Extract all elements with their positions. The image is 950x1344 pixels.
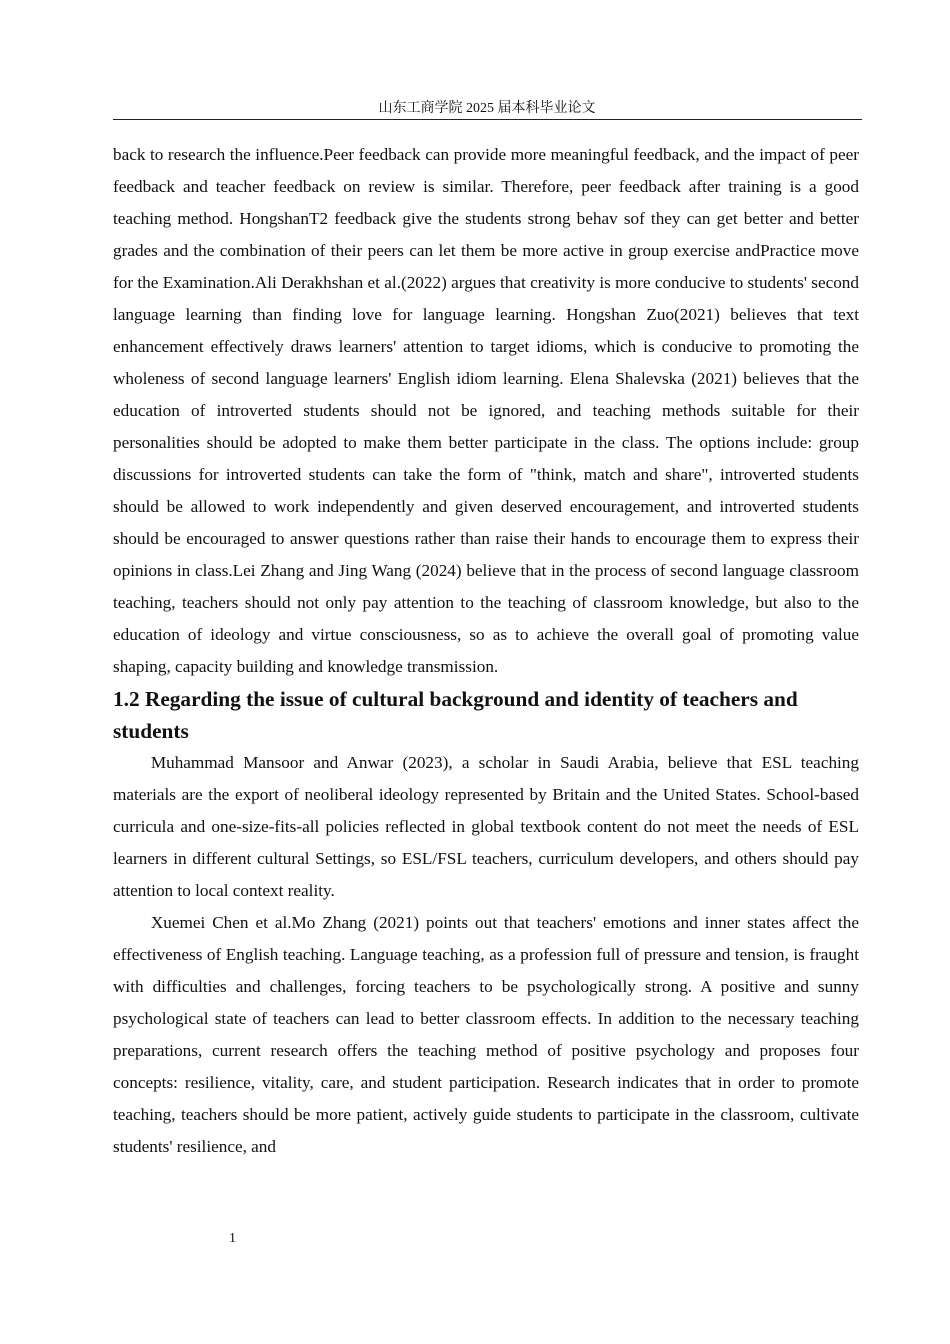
page-number: 1 [229,1231,236,1246]
body-text [113,139,859,1163]
section-heading: 1.2 Regarding the issue of cultural background and identity of teachers and students [113,687,798,743]
header-divider [113,119,862,120]
paragraph-literature-review: back to research the influence.Peer feedback can provide more meaningful feedback, and the impact of peer feedback and teacher feedback on review is similar. Therefore, peer feedback after training is a good teaching method. HongshanT2 feedback give the students strong behav sof they can get better and better grades and the combination of their peers can let them be more active in group exercise andPractice move for the Examination.Ali Derakhshan et al.(2022) argues that creativity is more conducive to students' second language learning than finding love for language learning. Hongshan Zuo(2021) believes that text enhancement effectively draws learners' attention to target idioms, which is conducive to promoting the wholeness of second language learners' English idiom learning. Elena Shalevska (2021) believes that the education of introverted students should not be ignored, and teaching methods suitable for their personalities should be adopted to make them better participate in the class. The options include: group discussions for introverted students can take the form of "think, match and share", introverted students should be allowed to work independently and given deserved encouragement, and introverted students should be encouraged to answer questions rather than raise their hands to encourage them to express their opinions in class.Lei Zhang and Jing Wang (2024) believe that in the process of second language classroom teaching, teachers should not only pay attention to the teaching of classroom knowledge, but also to the education of ideology and virtue consciousness, so as to achieve the overall goal of promoting value shaping, capacity building and knowledge transmission. [113,145,859,676]
paragraph-chen-zhang: Xuemei Chen et al.Mo Zhang (2021) points out that teachers' emotions and inner states affect the effectiveness of English teaching. Language teaching, as a profession full of pressure and tension, is fraught with difficulties and challenges, forcing teachers to be psychologically strong. A positive and sunny psychological state of teachers can lead to better classroom effects. In addition to the necessary teaching preparations, current research offers the teaching method of positive psychology and proposes four concepts: resilience, vitality, care, and student participation. Research indicates that in order to promote teaching, teachers should be more patient, actively guide students to participate in the classroom, cultivate students' resilience, and [113,913,859,1156]
paragraph-mansoor-anwar: Muhammad Mansoor and Anwar (2023), a scholar in Saudi Arabia, believe that ESL teaching materials are the export of neoliberal ideology represented by Britain and the United States. School-based curricula and one-size-fits-all policies reflected in global textbook content do not meet the needs of ESL learners in different cultural Settings, so ESL/FSL teachers, curriculum developers, and others should pay attention to local context reality. [113,753,859,900]
running-header: 山东工商学院 2025 届本科毕业论文 [378,101,596,116]
